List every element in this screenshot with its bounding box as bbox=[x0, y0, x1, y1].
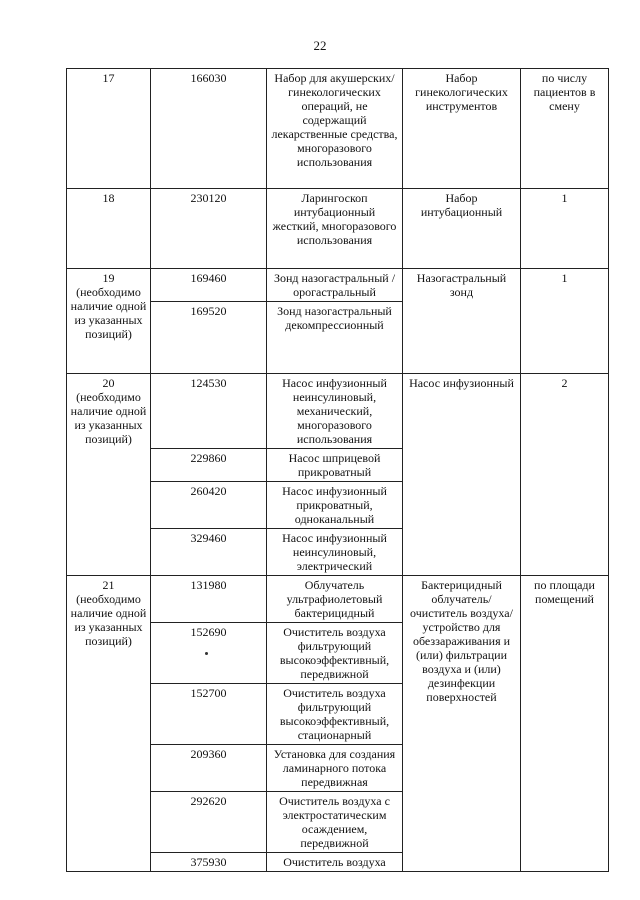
row-number: 17 bbox=[67, 69, 151, 189]
item-code: 229860 bbox=[151, 449, 267, 482]
equipment-quantity: 1 bbox=[521, 269, 609, 374]
scan-artifact-dot bbox=[205, 652, 208, 655]
item-name: Очиститель воздуха bbox=[267, 853, 403, 872]
item-name: Насос шприцевой прикроватный bbox=[267, 449, 403, 482]
equipment-kind: Насос инфузионный bbox=[403, 374, 521, 576]
item-code: 260420 bbox=[151, 482, 267, 529]
table-row-17 bbox=[67, 69, 609, 189]
item-code: 166030 bbox=[151, 69, 267, 189]
page-number: 22 bbox=[313, 38, 327, 53]
table-row-21 bbox=[67, 576, 609, 623]
item-name: Очиститель воздуха с электростатическим осаждением, передвижной bbox=[267, 792, 403, 853]
item-code: 169460 bbox=[151, 269, 267, 302]
equipment-quantity: 1 bbox=[521, 189, 609, 269]
item-name: Очиститель воздуха фильтрующий высокоэффективный, передвижной bbox=[267, 623, 403, 684]
item-code: 131980 bbox=[151, 576, 267, 623]
row-number: 21 (необходимо наличие одной из указанных позиций) bbox=[67, 576, 151, 872]
item-code: 375930 bbox=[151, 853, 267, 872]
equipment-kind: Набор гинекологических инструментов bbox=[403, 69, 521, 189]
item-name: Облучатель ультрафиолетовый бактерицидный bbox=[267, 576, 403, 623]
equipment-kind: Набор интубационный bbox=[403, 189, 521, 269]
item-code: 329460 bbox=[151, 529, 267, 576]
equipment-table bbox=[66, 68, 609, 872]
equipment-quantity: по числу пациентов в смену bbox=[521, 69, 609, 189]
table-row-18 bbox=[67, 189, 609, 269]
item-code: 169520 bbox=[151, 302, 267, 374]
row-number: 19 (необходимо наличие одной из указанных позиций) bbox=[67, 269, 151, 374]
equipment-kind: Бактерицидный облучатель/ очиститель воздуха/ устройство для обеззараживания и (или) фильтрации воздуха и (или) дезинфекции поверхностей bbox=[403, 576, 521, 872]
equipment-quantity: 2 bbox=[521, 374, 609, 576]
item-name: Установка для создания ламинарного потока передвижная bbox=[267, 745, 403, 792]
equipment-kind: Назогастральный зонд bbox=[403, 269, 521, 374]
row-number: 18 bbox=[67, 189, 151, 269]
item-name: Набор для акушерских/гинекологических операций, не содержащий лекарственные средства, многоразового использования bbox=[267, 69, 403, 189]
table-row-20 bbox=[67, 374, 609, 449]
item-name: Ларингоскоп интубационный жесткий, многоразового использования bbox=[267, 189, 403, 269]
item-name: Зонд назогастральный / орогастральный bbox=[267, 269, 403, 302]
item-name: Насос инфузионный прикроватный, одноканальный bbox=[267, 482, 403, 529]
row-number: 20 (необходимо наличие одной из указанных позиций) bbox=[67, 374, 151, 576]
item-code: 124530 bbox=[151, 374, 267, 449]
item-name: Очиститель воздуха фильтрующий высокоэффективный, стационарный bbox=[267, 684, 403, 745]
item-name: Зонд назогастральный декомпрессионный bbox=[267, 302, 403, 374]
item-code: 292620 bbox=[151, 792, 267, 853]
item-code: 209360 bbox=[151, 745, 267, 792]
item-name: Насос инфузионный неинсулиновый, механический, многоразового использования bbox=[267, 374, 403, 449]
item-name: Насос инфузионный неинсулиновый, электрический bbox=[267, 529, 403, 576]
item-code: 152690 bbox=[151, 623, 267, 684]
item-code: 152700 bbox=[151, 684, 267, 745]
table-row-19 bbox=[67, 269, 609, 302]
item-code: 230120 bbox=[151, 189, 267, 269]
equipment-quantity: по площади помещений bbox=[521, 576, 609, 872]
